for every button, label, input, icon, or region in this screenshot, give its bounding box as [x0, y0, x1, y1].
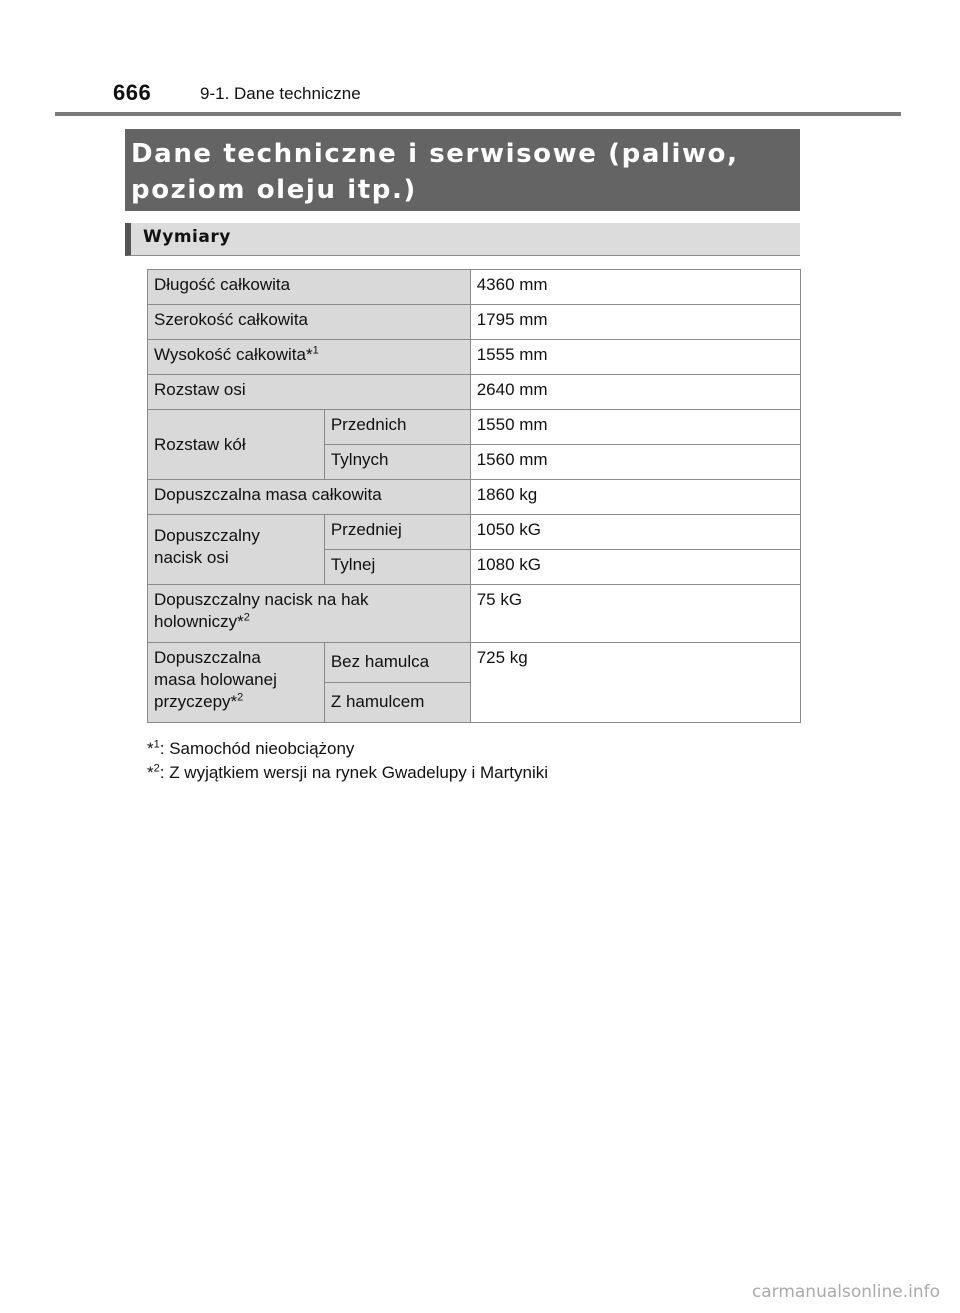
table-row	[148, 515, 801, 550]
footnote-2	[147, 761, 548, 785]
table-row	[148, 305, 801, 340]
label-text: nacisk osi	[154, 548, 229, 567]
footnote-text: : Z wyjątkiem wersji na rynek Gwadelupy i Martyniki	[159, 763, 549, 782]
table-row	[148, 643, 801, 683]
label-text: Dopuszczalny	[154, 526, 260, 545]
footnote-ref: 2	[237, 691, 244, 704]
footnote-mark: *	[147, 739, 154, 758]
row-value: 1860 kg	[470, 480, 800, 515]
footnote-ref: 2	[243, 611, 250, 624]
label-text: Wysokość całkowita*	[154, 345, 313, 364]
row-value: 1080 kG	[470, 550, 800, 585]
footnote-sup: 1	[153, 738, 160, 751]
row-value: 1795 mm	[470, 305, 800, 340]
row-value: 725 kg	[470, 643, 800, 723]
row-label: Rozstaw osi	[148, 375, 471, 410]
footnote-ref: 1	[312, 344, 319, 357]
label-text: przyczepy*	[154, 692, 238, 711]
row-label	[148, 515, 325, 585]
row-sublabel: Z hamulcem	[324, 683, 470, 723]
row-value: 1550 mm	[470, 410, 800, 445]
label-text: Dopuszczalny nacisk na hak	[154, 590, 369, 609]
label-text: masa holowanej	[154, 670, 277, 689]
table-row	[148, 480, 801, 515]
row-value: 1555 mm	[470, 340, 800, 375]
footnote-sup: 2	[153, 762, 160, 775]
page-header	[0, 0, 960, 118]
table-row	[148, 340, 801, 375]
dimensions-table	[147, 269, 801, 723]
row-value: 1050 kG	[470, 515, 800, 550]
row-label: Szerokość całkowita	[148, 305, 471, 340]
row-value: 4360 mm	[470, 270, 800, 305]
table-row	[148, 375, 801, 410]
footnote-text: : Samochód nieobciążony	[159, 739, 355, 758]
table-row	[148, 270, 801, 305]
subsection-title: Wymiary	[125, 223, 800, 256]
row-sublabel: Przednich	[324, 410, 470, 445]
row-sublabel: Bez hamulca	[324, 643, 470, 683]
row-value: 1560 mm	[470, 445, 800, 480]
row-label: Długość całkowita	[148, 270, 471, 305]
footnote-mark: *	[147, 763, 154, 782]
row-sublabel: Przedniej	[324, 515, 470, 550]
footnote-1	[147, 737, 548, 761]
table-row	[148, 585, 801, 643]
row-label	[148, 340, 471, 375]
header-divider	[55, 112, 901, 116]
label-text: holowniczy*	[154, 612, 244, 631]
row-sublabel: Tylnych	[324, 445, 470, 480]
watermark: carmanualsonline.info	[751, 1282, 940, 1302]
row-label: Dopuszczalna masa całkowita	[148, 480, 471, 515]
page-title: Dane techniczne i serwisowe (paliwo, poziom oleju itp.)	[125, 129, 800, 211]
row-label	[148, 585, 471, 643]
row-value: 2640 mm	[470, 375, 800, 410]
row-sublabel: Tylnej	[324, 550, 470, 585]
row-value: 75 kG	[470, 585, 800, 643]
row-label: Rozstaw kół	[148, 410, 325, 480]
footnotes	[147, 737, 548, 785]
table-row	[148, 410, 801, 445]
label-text: Dopuszczalna	[154, 648, 261, 667]
section-title: 9-1. Dane techniczne	[200, 84, 361, 103]
row-label	[148, 643, 325, 723]
page-number: 666	[113, 80, 152, 105]
